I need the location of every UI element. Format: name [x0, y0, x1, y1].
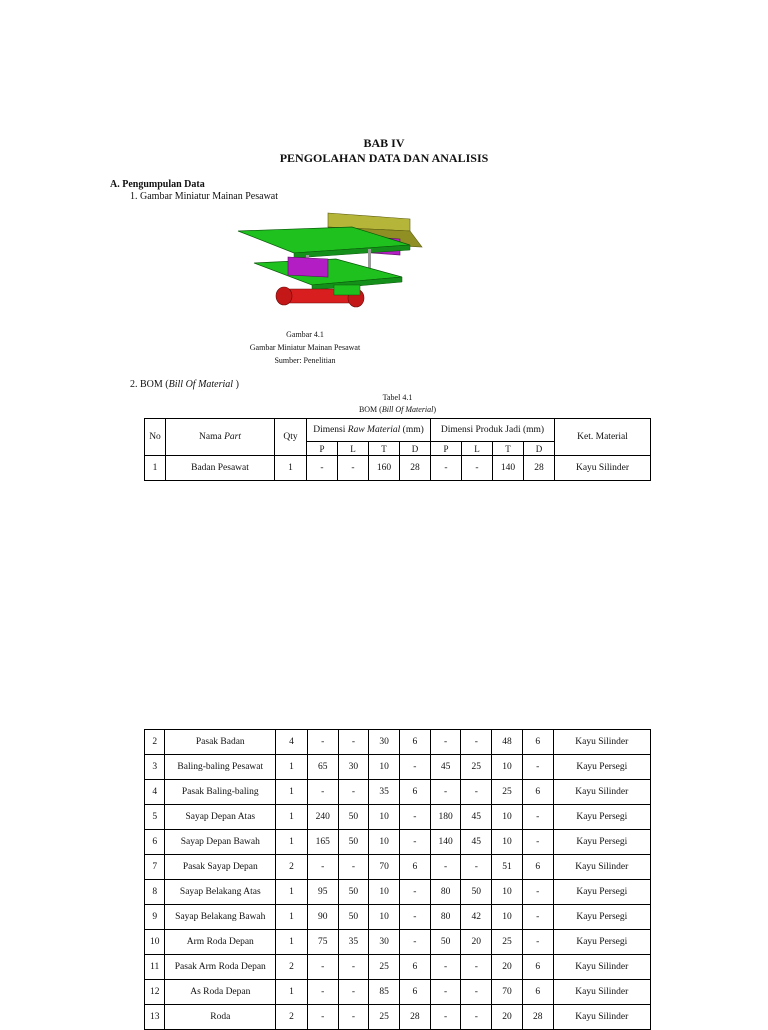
cell: 6 [522, 780, 553, 805]
cell: 8 [145, 880, 165, 905]
subheader-p: P [307, 442, 338, 456]
cell: - [400, 930, 431, 955]
header-name: Nama Part [166, 419, 275, 456]
cell: 90 [307, 905, 338, 930]
cell: 13 [145, 1005, 165, 1030]
cell: 25 [461, 755, 492, 780]
cell: Kayu Persegi [553, 930, 650, 955]
table-row [145, 880, 651, 905]
table-row [145, 730, 651, 755]
cell: 30 [338, 755, 369, 780]
cell: 2 [145, 730, 165, 755]
cell: Baling-baling Pesawat [165, 755, 276, 780]
cell: 25 [369, 955, 400, 980]
cell: 28 [400, 1005, 431, 1030]
cell: 50 [338, 880, 369, 905]
cell: Sayap Belakang Bawah [165, 905, 276, 930]
cell: 28 [400, 456, 431, 481]
cell: - [461, 780, 492, 805]
wheel-arm [334, 285, 360, 295]
cell: 4 [276, 730, 308, 755]
cell: 10 [145, 930, 165, 955]
cell: - [400, 830, 431, 855]
bom-table-part1 [144, 418, 651, 481]
cell: - [461, 980, 492, 1005]
header-no: No [145, 419, 166, 456]
fuselage-block [288, 257, 328, 277]
wheel [276, 287, 292, 305]
cell: 45 [461, 805, 492, 830]
cell: 165 [307, 830, 338, 855]
cell: 50 [461, 880, 492, 905]
cell: 6 [522, 730, 553, 755]
cell: Sayap Depan Atas [165, 805, 276, 830]
cell: 25 [369, 1005, 400, 1030]
cell: - [400, 805, 431, 830]
table-row [145, 780, 651, 805]
table-row [145, 930, 651, 955]
cell: - [431, 456, 462, 481]
subheader-d: D [400, 442, 431, 456]
cell: - [338, 855, 369, 880]
cell: - [338, 456, 369, 481]
cell: 35 [369, 780, 400, 805]
cell: 50 [430, 930, 461, 955]
cell: - [430, 1005, 461, 1030]
cell: 140 [493, 456, 524, 481]
cell: 3 [145, 755, 165, 780]
cell: - [307, 456, 338, 481]
cell: 1 [276, 980, 308, 1005]
cell: 6 [400, 730, 431, 755]
cell: 7 [145, 855, 165, 880]
cell: - [462, 456, 493, 481]
cell: 10 [492, 905, 523, 930]
cell: 25 [492, 930, 523, 955]
cell: Kayu Persegi [553, 880, 650, 905]
cell: - [307, 955, 338, 980]
cell: - [338, 1005, 369, 1030]
cell: 240 [307, 805, 338, 830]
subheader-p: P [431, 442, 462, 456]
cell: Arm Roda Depan [165, 930, 276, 955]
cell: - [522, 905, 553, 930]
cell: - [522, 880, 553, 905]
cell: Kayu Persegi [553, 805, 650, 830]
cell: 180 [430, 805, 461, 830]
cell: 10 [492, 880, 523, 905]
section-heading-a: A. Pengumpulan Data [110, 179, 205, 190]
cell: 1 [276, 830, 308, 855]
header-produk-jadi: Dimensi Produk Jadi (mm) [431, 419, 555, 442]
cell: 6 [400, 980, 431, 1005]
bom-table-part2 [144, 729, 651, 1030]
cell: - [338, 780, 369, 805]
cell: - [307, 780, 338, 805]
cell: 10 [369, 905, 400, 930]
cell: 6 [145, 830, 165, 855]
cell: Kayu Silinder [553, 730, 650, 755]
cell: 2 [276, 1005, 308, 1030]
cell: - [307, 980, 338, 1005]
cell: 50 [338, 905, 369, 930]
cell: 6 [522, 855, 553, 880]
cell: - [522, 755, 553, 780]
table-row [145, 805, 651, 830]
cell: 45 [430, 755, 461, 780]
table-row [145, 905, 651, 930]
cell: - [430, 780, 461, 805]
cell: Sayap Depan Bawah [165, 830, 276, 855]
figure-source: Sumber: Penelitian [274, 356, 336, 365]
cell: 6 [400, 780, 431, 805]
cell: 12 [145, 980, 165, 1005]
cell: 1 [276, 880, 308, 905]
cell: 30 [369, 730, 400, 755]
subheader-l: L [338, 442, 369, 456]
subheader-d: D [524, 442, 555, 456]
cell: Kayu Persegi [553, 830, 650, 855]
cell: 51 [492, 855, 523, 880]
cell: Pasak Badan [165, 730, 276, 755]
cell: 20 [461, 930, 492, 955]
cell: 50 [338, 805, 369, 830]
cell: 6 [400, 955, 431, 980]
figure-caption: Gambar Miniatur Mainan Pesawat [249, 343, 361, 352]
cell: Pasak Baling-baling [165, 780, 276, 805]
airplane-model-illustration [232, 205, 432, 320]
cell: - [338, 980, 369, 1005]
subheader-t: T [369, 442, 400, 456]
cell: 30 [369, 930, 400, 955]
cell: 48 [492, 730, 523, 755]
cell: 42 [461, 905, 492, 930]
cell: Badan Pesawat [166, 456, 275, 481]
cell: 1 [276, 805, 308, 830]
cell: Kayu Silinder [553, 780, 650, 805]
cell: Pasak Arm Roda Depan [165, 955, 276, 980]
cell: - [461, 730, 492, 755]
cell: 28 [522, 1005, 553, 1030]
cell: - [430, 855, 461, 880]
cell: 140 [430, 830, 461, 855]
table-row [145, 955, 651, 980]
cell: 160 [369, 456, 400, 481]
cell: 75 [307, 930, 338, 955]
cell: 20 [492, 955, 523, 980]
cell: - [307, 1005, 338, 1030]
cell: 65 [307, 755, 338, 780]
cell: 10 [492, 755, 523, 780]
cell: 25 [492, 780, 523, 805]
cell: - [338, 955, 369, 980]
cell: 1 [145, 456, 166, 481]
cell: 4 [145, 780, 165, 805]
cell: 95 [307, 880, 338, 905]
table-row [145, 456, 651, 481]
cell: 11 [145, 955, 165, 980]
cell: - [307, 730, 338, 755]
cell: 70 [492, 980, 523, 1005]
cell: 50 [338, 830, 369, 855]
cell: Kayu Silinder [553, 980, 650, 1005]
cell: - [522, 830, 553, 855]
cell: Roda [165, 1005, 276, 1030]
header-ket-material: Ket. Material [555, 419, 651, 456]
cell: - [522, 805, 553, 830]
cell: - [461, 1005, 492, 1030]
cell: Kayu Persegi [553, 755, 650, 780]
cell: Kayu Silinder [553, 955, 650, 980]
subheader-t: T [493, 442, 524, 456]
header-qty: Qty [275, 419, 307, 456]
cell: - [338, 730, 369, 755]
cell: 70 [369, 855, 400, 880]
cell: Kayu Silinder [555, 456, 651, 481]
table-row [145, 755, 651, 780]
cell: - [430, 955, 461, 980]
cell: 1 [276, 780, 308, 805]
figure-number: Gambar 4.1 [286, 330, 324, 339]
cell: 2 [276, 855, 308, 880]
cell: 1 [276, 905, 308, 930]
cell: - [400, 755, 431, 780]
table-row [145, 980, 651, 1005]
cell: 10 [492, 830, 523, 855]
cell: 20 [492, 1005, 523, 1030]
table-caption: BOM (Bill Of Material) [358, 405, 437, 414]
cell: 10 [369, 880, 400, 905]
cell: - [400, 880, 431, 905]
cell: Kayu Silinder [553, 855, 650, 880]
cell: - [307, 855, 338, 880]
cell: 6 [522, 980, 553, 1005]
header-raw-material: Dimensi Raw Material (mm) [307, 419, 431, 442]
cell: 1 [276, 755, 308, 780]
cell: 1 [276, 930, 308, 955]
cell: 10 [369, 805, 400, 830]
cell: 6 [522, 955, 553, 980]
cell: 10 [492, 805, 523, 830]
cell: 85 [369, 980, 400, 1005]
cell: - [430, 980, 461, 1005]
cell: 5 [145, 805, 165, 830]
cell: 10 [369, 830, 400, 855]
cell: - [461, 955, 492, 980]
cell: Pasak Sayap Depan [165, 855, 276, 880]
cell: 2 [276, 955, 308, 980]
cell: Kayu Silinder [553, 1005, 650, 1030]
cell: 80 [430, 880, 461, 905]
cell: - [400, 905, 431, 930]
cell: Sayap Belakang Atas [165, 880, 276, 905]
chapter-number: BAB IV [363, 136, 405, 150]
chapter-title: PENGOLAHAN DATA DAN ANALISIS [279, 151, 489, 165]
cell: 28 [524, 456, 555, 481]
list-item-bom: 2. BOM (Bill Of Material ) [130, 379, 239, 390]
table-row [145, 855, 651, 880]
cell: 80 [430, 905, 461, 930]
table-number: Tabel 4.1 [382, 393, 413, 402]
cell: 35 [338, 930, 369, 955]
cell: 45 [461, 830, 492, 855]
cell: Kayu Persegi [553, 905, 650, 930]
cell: 1 [275, 456, 307, 481]
subheader-l: L [462, 442, 493, 456]
cell: - [461, 855, 492, 880]
cell: 9 [145, 905, 165, 930]
cell: - [430, 730, 461, 755]
cell: - [522, 930, 553, 955]
cell: 10 [369, 755, 400, 780]
list-item-figure: 1. Gambar Miniatur Mainan Pesawat [130, 191, 279, 202]
cell: As Roda Depan [165, 980, 276, 1005]
table-row [145, 1005, 651, 1030]
cell: 6 [400, 855, 431, 880]
table-row [145, 830, 651, 855]
